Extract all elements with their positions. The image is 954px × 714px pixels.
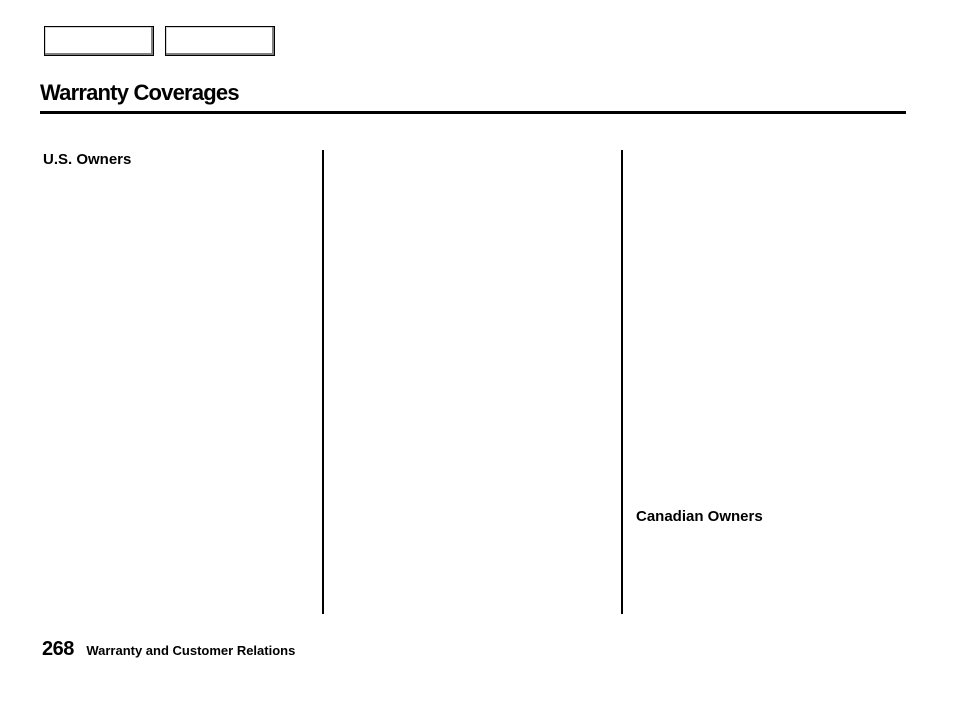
us-owners-heading: U.S. Owners: [43, 151, 132, 168]
page-footer: [42, 638, 295, 661]
nav-button-next[interactable]: [165, 26, 275, 56]
column-divider: [621, 150, 623, 614]
title-divider: [40, 111, 906, 114]
canadian-owners-heading: Canadian Owners: [636, 508, 763, 525]
nav-button-previous[interactable]: [44, 26, 154, 56]
footer-section-name: Warranty and Customer Relations: [86, 643, 296, 658]
page-title: Warranty Coverages: [40, 80, 239, 105]
column-divider: [322, 150, 324, 614]
page-number: 268: [42, 638, 74, 660]
